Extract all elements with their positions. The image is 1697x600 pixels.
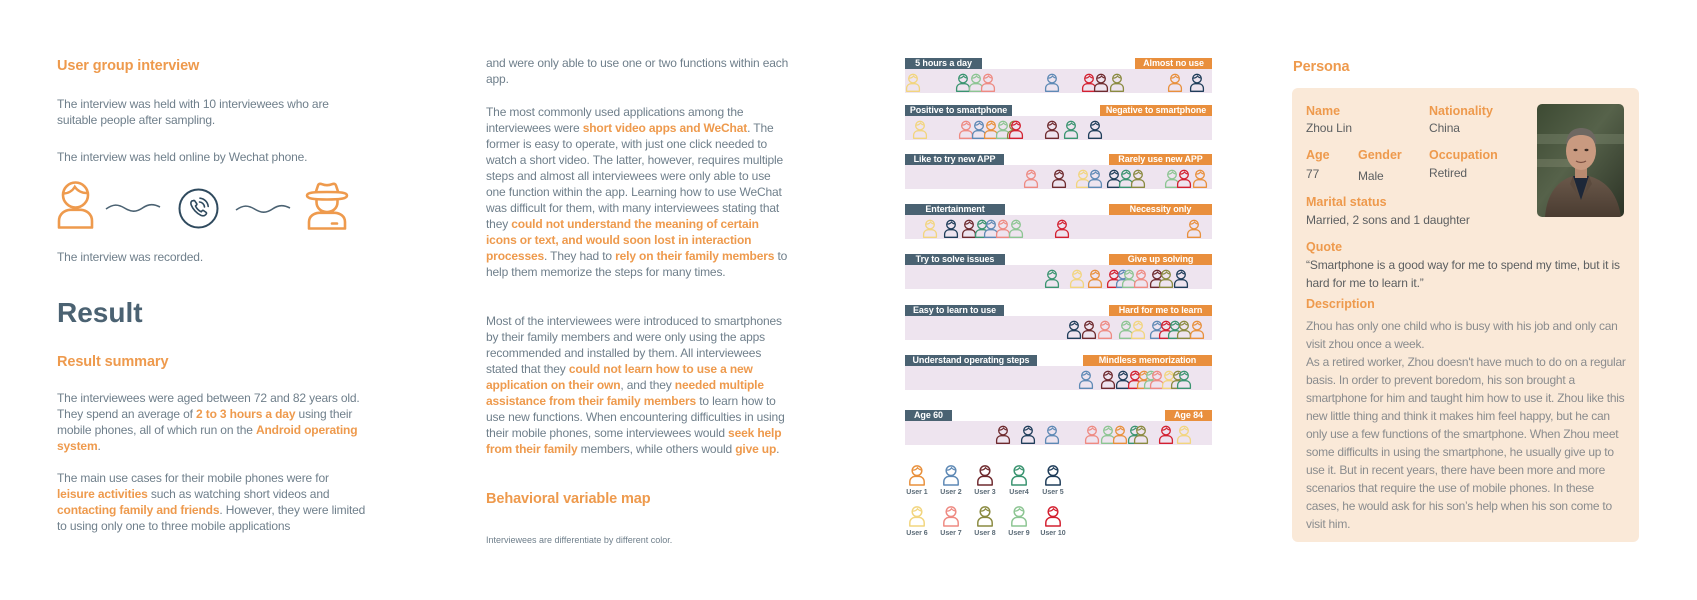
user-7-marker [980,72,996,92]
text-segment: The interviewees were aged between 72 and 82 years old. They spend an average of [57,391,360,421]
nationality-value: China [1429,121,1460,135]
map-row-new-apps [905,154,1212,190]
user-3-marker [1044,119,1060,139]
marital-status-label: Marital status [1306,195,1387,209]
interview-recorded-text: The interview was recorded. [57,250,204,264]
text-segment: . They had to [544,249,616,263]
user-7-marker [1084,424,1100,444]
user-6-marker [922,218,938,238]
user-7-marker [1097,319,1113,339]
legend-label: User4 [1009,489,1029,496]
user-6-marker [1069,268,1085,288]
text-segment: . The former is easy to operate, with just one click needed to watch a short video. The latter, however, requires multiple steps and almost all interviewees were only able to use one function within the app. Learning how to use WeChat was difficult for them, with many interviewees stating that they [486,121,784,231]
highlighted-text: needed multiple assistance from their family members [486,378,764,408]
wave-line-icon [235,201,291,219]
findings-paragraph [486,104,792,280]
text-segment: Most of the interviewees were introduced to smartphones by their family members and were only using the apps recommended and installed by them. All interviewees stated that they [486,314,782,376]
interview-intro-text: The interview was held with 10 interviewees who are suitable people after sampling. [57,97,329,127]
text-segment: to learn how to use new functions. When encountering difficulties in using their mobile phones, some interviewees would [486,394,785,440]
user-5-marker [1189,72,1205,92]
user-8-marker [1158,268,1174,288]
legend-item [900,463,934,501]
description-paragraph: Zhou has only one child who is busy with his job and only can visit zhou once a week. [1306,319,1618,351]
interview-illustration [57,180,357,230]
user-8-marker [1109,72,1125,92]
legend-item [968,504,1002,542]
user-3-marker [1081,319,1097,339]
axis-right-label: Mindless memorization [1083,355,1212,366]
axis-left-label: Age 60 [905,410,952,421]
legend-label: User 9 [1008,530,1030,537]
legend-label: User 6 [906,530,928,537]
text-segment: using their mobile phones, all of which run on the [57,407,353,437]
interviewer-person-icon [57,180,94,234]
axis-right-label: Give up solving [1109,254,1212,265]
user-7-marker [1133,268,1149,288]
user-6-marker [905,72,921,92]
user-icon [942,463,960,486]
elderly-person-hat-icon [304,180,350,235]
user-icon [1010,504,1028,527]
user-6-marker [1176,424,1192,444]
user-5-marker [1020,424,1036,444]
map-bar [905,366,1212,390]
nationality-label: Nationality [1429,104,1493,118]
user-1-marker [1189,319,1205,339]
text-segment: The most commonly used applications among the interviewees were [486,105,744,135]
text-segment: such as watching short videos and [147,487,330,501]
user-icon [976,463,994,486]
map-row-attitude [905,105,1212,141]
description-label: Description [1306,297,1375,311]
user-3-marker [1100,369,1116,389]
legend-item [968,463,1002,501]
age-value: 77 [1306,167,1320,181]
user-2-marker [1044,424,1060,444]
user-group-interview-title: User group interview [57,58,200,74]
user-icon [1044,504,1062,527]
highlighted-text: seek help from their family [486,426,782,456]
user-10-marker [1176,168,1192,188]
legend-item [900,504,934,542]
user-5-marker [1173,268,1189,288]
legend-label: User 8 [974,530,996,537]
age-label: Age [1306,148,1330,162]
map-row-purpose [905,204,1212,240]
user-5-marker [943,218,959,238]
map-row-problem-solving [905,254,1212,290]
highlighted-text: Android operating system [57,423,358,453]
user-2-marker [1078,369,1094,389]
behavioral-map-title: Behavioral variable map [486,491,651,507]
user-3-marker [995,424,1011,444]
axis-left-label: Like to try new APP [905,154,1004,165]
highlighted-text: contacting family and friends [57,503,220,517]
legend-label: User 1 [906,489,928,496]
text-segment: , and they [620,378,675,392]
axis-left-label: Understand operating steps [905,355,1037,366]
user-10-marker [1054,218,1070,238]
behavioral-map-caption: Interviewees are differentiate by different color. [486,535,673,545]
axis-right-label: Rarely use new APP [1109,154,1212,165]
legend-item [934,463,968,501]
user-1-marker [1186,218,1202,238]
interview-method-text: The interview was held online by Wechat phone. [57,150,308,164]
map-bar [905,116,1212,140]
legend-item [1002,504,1036,542]
user-1-marker [1192,168,1208,188]
axis-left-label: 5 hours a day [905,58,982,69]
highlighted-text: rely on their family members [615,249,775,263]
user-1-marker [1087,268,1103,288]
text-segment: . [776,442,780,456]
user-icon [942,504,960,527]
user-1-marker [1112,424,1128,444]
legend-label: User 10 [1040,530,1066,537]
map-bar [905,316,1212,340]
axis-left-label: Entertainment [905,204,1005,215]
map-bar [905,69,1212,93]
axis-right-label: Hard for me to learn [1109,305,1212,316]
findings-paragraph [486,313,792,457]
map-bar [905,165,1212,189]
phone-call-icon [178,188,219,234]
user-icon [1010,463,1028,486]
persona-card [1292,88,1639,542]
user-color-legend [900,463,1080,543]
map-bar [905,215,1212,239]
result-title: Result [57,297,143,328]
text-segment: The main use cases for their mobile phones were for [57,471,329,485]
user-4-marker [1176,369,1192,389]
axis-right-label: Necessity only [1109,204,1212,215]
highlighted-text: leisure activities [57,487,148,501]
highlighted-text: could not understand the meaning of certain icons or text, and would soon lost in interaction processes [486,217,759,263]
map-bar [905,421,1212,445]
persona-quote: “Smartphone is a good way for me to spend my time, but it is hard for me to learn it.” [1306,258,1620,290]
map-row-learning [905,305,1212,341]
map-row-usage-time [905,58,1212,94]
user-2-marker [1087,168,1103,188]
user-7-marker [1023,168,1039,188]
legend-item [1036,463,1070,501]
highlighted-text: could not learn how to use a new application on their own [486,362,753,392]
user-2-marker [1044,72,1060,92]
quote-label: Quote [1306,240,1343,254]
user-icon [908,504,926,527]
legend-label: User 5 [1042,489,1064,496]
user-10-marker [1158,424,1174,444]
name-value: Zhou Lin [1306,121,1352,135]
user-8-marker [1133,424,1149,444]
name-label: Name [1306,104,1341,118]
user-8-marker [1130,168,1146,188]
user-5-marker [1066,319,1082,339]
text-segment: . However, they were limited to using only one to three mobile applications [57,503,366,533]
map-row-understanding [905,355,1212,391]
user-10-marker [1008,119,1024,139]
occupation-value: Retired [1429,166,1467,180]
user-icon [976,504,994,527]
axis-left-label: Easy to learn to use [905,305,1004,316]
axis-left-label: Positive to smartphone [905,105,1012,116]
user-6-marker [912,119,928,139]
highlighted-text: short video apps and WeChat [582,121,748,135]
map-bar [905,265,1212,289]
legend-item [1002,463,1036,501]
highlighted-text: give up [735,442,777,456]
user-6-marker [1130,319,1146,339]
user-icon [908,463,926,486]
user-4-marker [1044,268,1060,288]
summary-paragraph [57,470,367,534]
gender-label: Gender [1358,148,1402,162]
legend-label: User 3 [974,489,996,496]
persona-photo [1537,104,1624,217]
result-summary-title: Result summary [57,354,169,370]
user-1-marker [1167,72,1183,92]
legend-label: User 2 [940,489,962,496]
axis-right-label: Age 84 [1165,410,1212,421]
findings-paragraph [486,55,792,87]
user-5-marker [1087,119,1103,139]
gender-value: Male [1358,169,1384,183]
user-icon [1044,463,1062,486]
axis-left-label: Try to solve issues [905,254,1005,265]
summary-paragraph [57,390,367,454]
text-segment: to help them memorize the steps for many times. [486,249,788,279]
legend-label: User 7 [940,530,962,537]
wave-line-icon [105,200,161,218]
marital-status-value: Married, 2 sons and 1 daughter [1306,213,1470,227]
user-9-marker [1008,218,1024,238]
persona-title: Persona [1293,59,1350,75]
user-4-marker [1063,119,1079,139]
axis-right-label: Almost no use [1135,58,1212,69]
legend-item [934,504,968,542]
axis-right-label: Negative to smartphone [1100,105,1212,116]
persona-description [1306,317,1628,533]
description-paragraph: As a retired worker, Zhou doesn't have much to do on a regular basis. In order to prevent boredom, his son brought a smartphone for him and taught him how to use it. Zhou like this new little thing and think it makes him feel happy, but he can only use a few functions of the smartphone. When Zhou meet some difficults in using the smartphone, he usually give up to use it. But in recent years, there have been more and more scenarios that require the use of mobile phones. In these cases, he would ask for his son’s help when his son come to visit him. [1306,355,1626,531]
occupation-label: Occupation [1429,148,1498,162]
highlighted-text: 2 to 3 hours a day [196,407,296,421]
text-segment: members, while others would [577,442,736,456]
text-segment: . [97,439,101,453]
user-3-marker [1051,168,1067,188]
legend-item [1036,504,1070,542]
user-3-marker [1093,72,1109,92]
text-segment: and were only able to use one or two functions within each app. [486,56,789,86]
map-row-age [905,410,1212,446]
